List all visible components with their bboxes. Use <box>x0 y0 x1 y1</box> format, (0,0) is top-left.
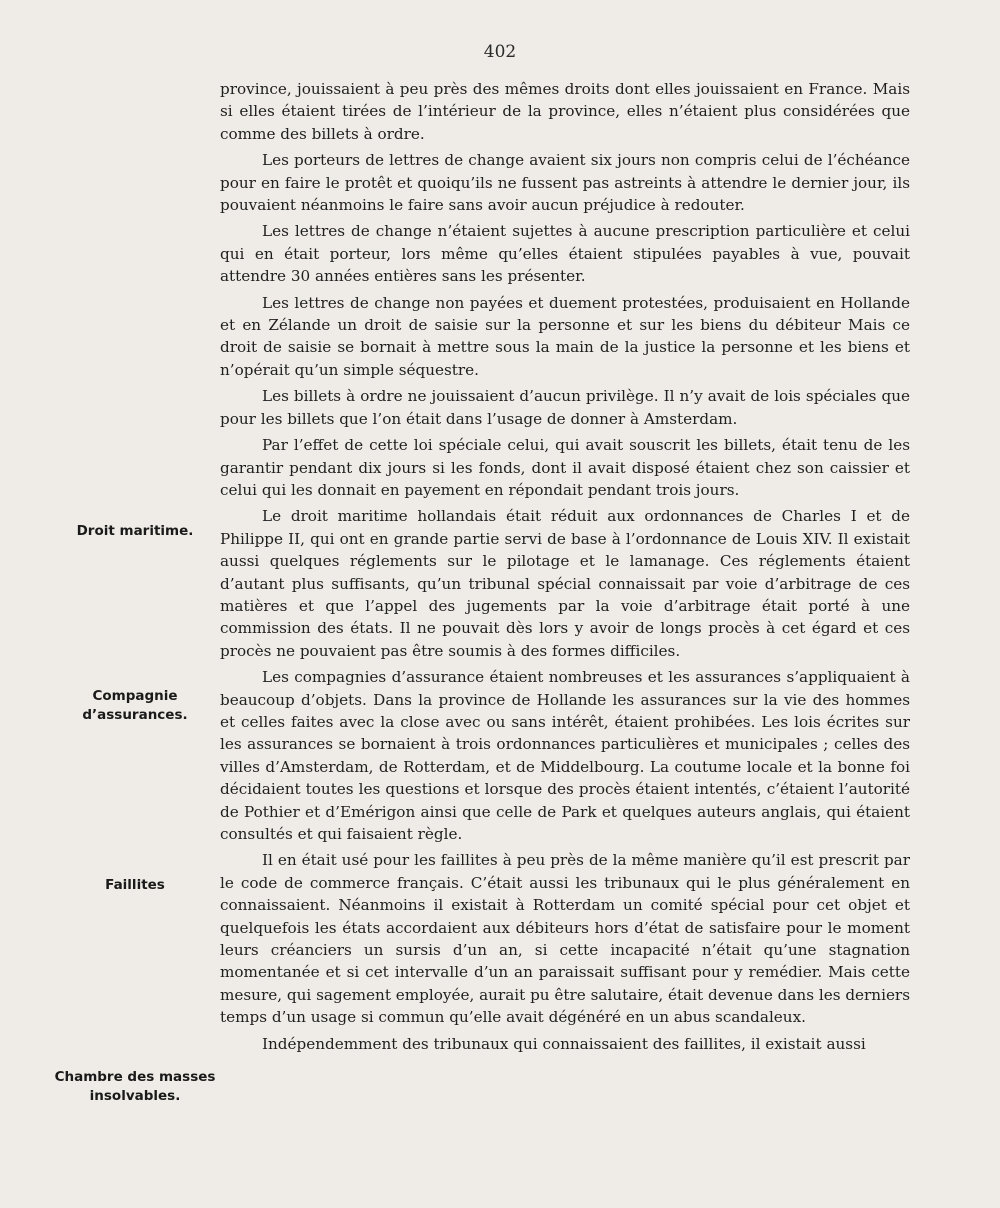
margin-note-compagnie-assurances: Compagnie d’assurances. <box>82 688 188 723</box>
body-text <box>220 78 910 1059</box>
paragraph-1: province, jouissaient à peu près des mêmes droits dont elles jouissaient en France. Mais si elles étaient tirées de l’intérieur de la province, elles n’étaient plus considérées que comme des billets à ordre. <box>220 80 910 143</box>
paragraph-compagnie-assurances: Les compagnies d’assurance étaient nombreuses et les assurances s’appliquaient à beaucoup d’objets. Dans la province de Hollande les assurances sur la vie des hommes et celles faites avec la close avec ou sans intérêt, étaient prohibées. Les lois écrites sur les assurances se bornaient à trois ordonnances particulières et municipales ; celles des villes d’Amsterdam, de Rotterdam, et de Middelbourg. La coutume locale et la bonne foi décidaient toutes les questions et lorsque des procès étaient intentés, c’étaient l’autorité de Pothier et d’Emérigon ainsi que celle de Park et quelques auteurs anglais, qui étaient consultés et qui faisaient règle. <box>220 668 910 843</box>
margin-note-droit-maritime: Droit maritime. <box>76 523 194 539</box>
paragraph-3: Les lettres de change n’étaient sujettes à aucune prescription particulière et celui qui en était porteur, lors même qu’elles étaient stipulées payables à vue, pouvait attendre 30 années entières sans les présenter. <box>220 222 910 286</box>
paragraph-chambre-masses: Indépendemment des tribunaux qui connaissaient des faillites, il existait aussi <box>262 1034 866 1053</box>
paragraph-2: Les porteurs de lettres de change avaient six jours non compris celui de l’échéance pour en faire le protêt et quoiqu’ils ne fussent pas astreints à attendre le dernier jour, ils pouvaient néanmoins le faire sans avoir aucun préjudice à redouter. <box>220 151 910 215</box>
margin-note-chambre-masses: Chambre des masses insolvables. <box>54 1069 216 1104</box>
paragraph-4: Les lettres de change non payées et duement protestées, produisaient en Hollande et en Zélande un droit de saisie sur la personne et sur les biens du débiteur Mais ce droit de saisie se bornait à mettre sous la main de la justice la personne et les biens et n’opérait qu’un simple séquestre. <box>220 293 910 379</box>
paragraph-5: Les billets à ordre ne jouissaient d’aucun privilège. Il n’y avait de lois spéciales que pour les billets que l’on était dans l’usage de donner à Amsterdam. <box>220 387 910 428</box>
paragraph-faillites: Il en était usé pour les faillites à peu près de la même manière qu’il est prescrit par le code de commerce français. C’était aussi les tribunaux qui le plus généralement en connaissaient. Néanmoins il existait à Rotterdam un comité spécial pour cet objet et quelquefois les états accordaient aux débiteurs hors d’état de satisfaire pour le moment leurs créanciers un sursis d’un an, si cette incapacité n’était qu’une stagnation momentanée et si cet intervalle d’un an paraissait suffisant pour y remédier. Mais cette mesure, qui sagement employée, aurait pu être salutaire, était devenue dans les derniers temps d’un usage si commun qu’elle avait dégénéré en un abus scandaleux. <box>220 851 910 1027</box>
paragraph-droit-maritime: Le droit maritime hollandais était réduit aux ordonnances de Charles I et de Philippe II, qui ont en grande partie servi de base à l’ordonnance de Louis XIV. Il existait aussi quelques réglements sur le pilotage et le lamanage. Ces réglements étaient d’autant plus suffisants, qu’un tribunal spécial connaissait par voie d’arbitrage de ces matières et que l’appel des jugements par la voie d’arbitrage était porté à une commission des états. Il ne pouvait dès lors y avoir de longs procès à cet égard et ces procès ne pouvaient pas être soumis à des formes difficiles. <box>220 507 910 660</box>
paragraph-6: Par l’effet de cette loi spéciale celui, qui avait souscrit les billets, était tenu de les garantir pendant dix jours si les fonds, dont il avait disposé étaient chez son caissier et celui qui les donnait en payement en répondait pendant trois jours. <box>220 436 910 499</box>
margin-note-faillites: Faillites <box>105 877 165 893</box>
page-number: 402 <box>483 42 517 62</box>
